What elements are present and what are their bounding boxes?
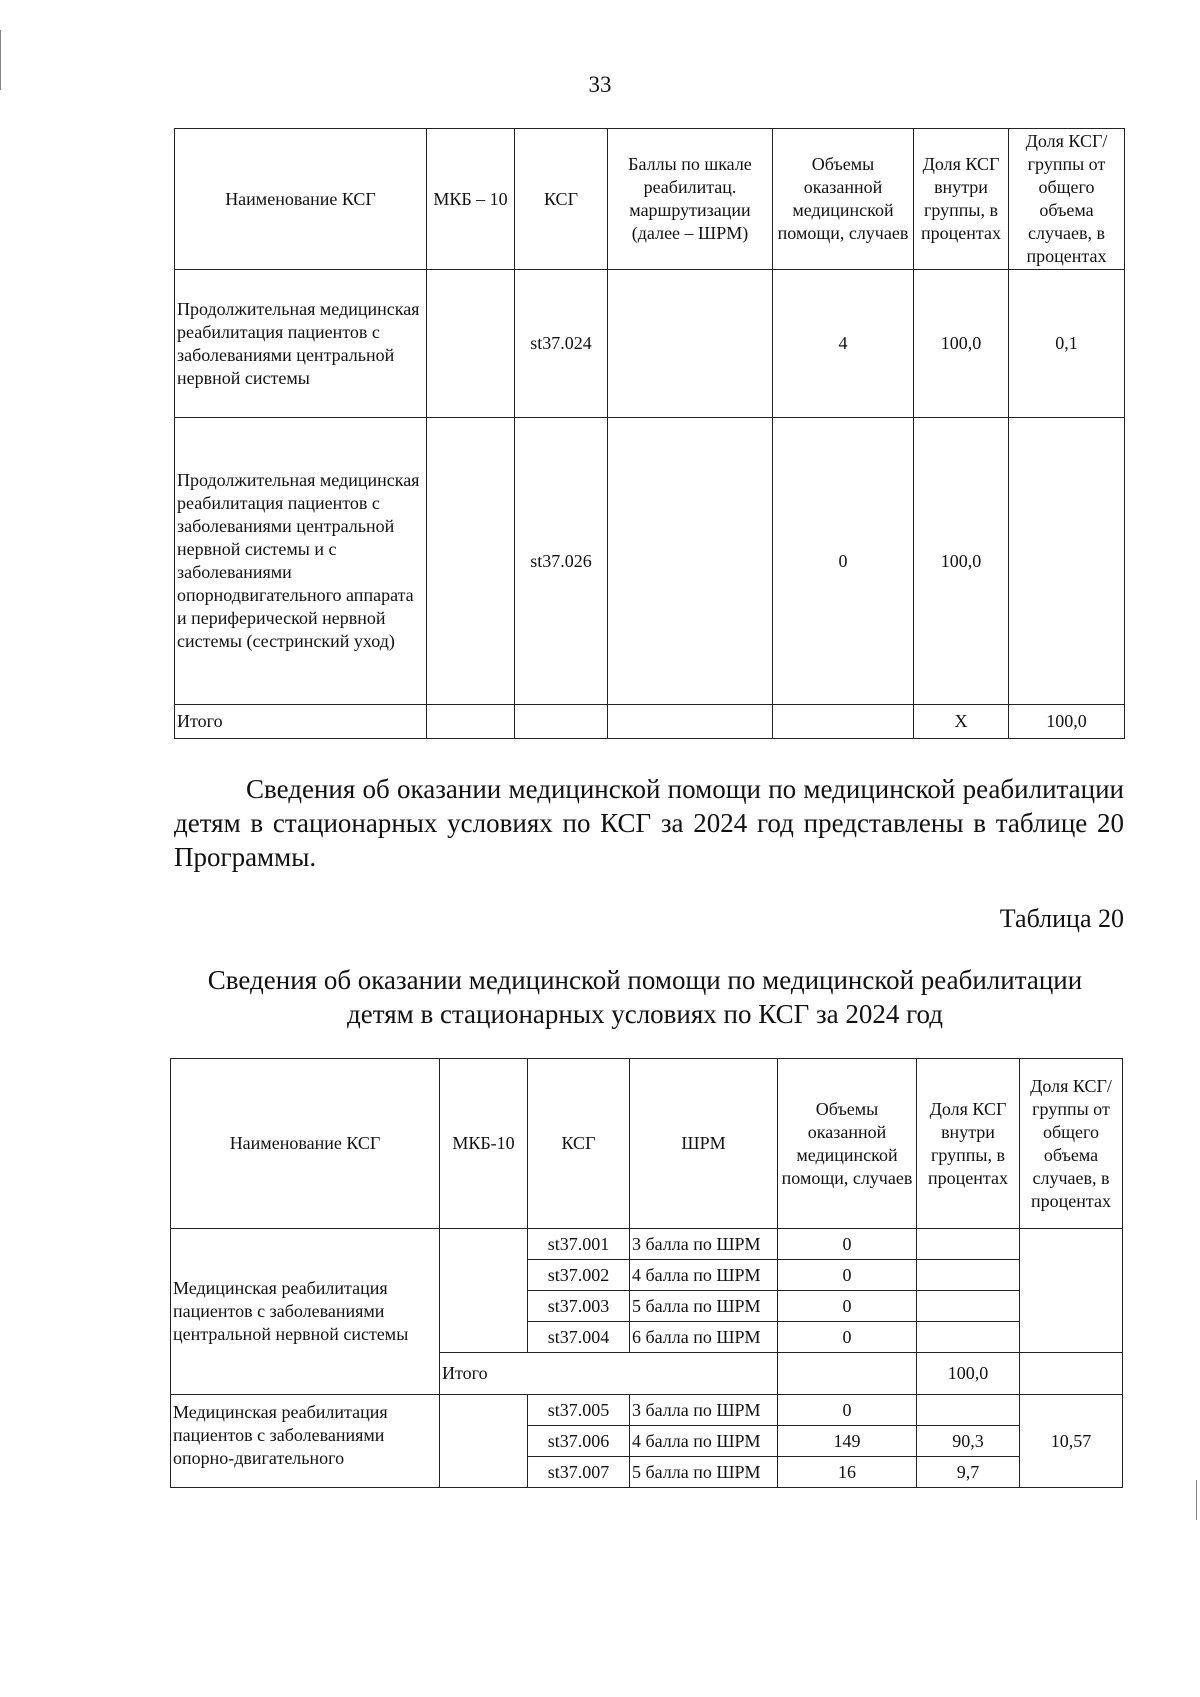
header-share-total: Доля КСГ/группы от общего объема случаев, в процентах: [1009, 129, 1125, 270]
share-total-value: 10,57: [1020, 1395, 1123, 1488]
empty-cell: [608, 705, 773, 739]
shrm-value: [608, 418, 773, 705]
mkb-code: [427, 418, 515, 705]
ksg-name: Продолжительная медицинская реабилитация пациентов с заболеваниями центральной нервной системы: [175, 270, 427, 418]
shrm-value: 6 балла по ШРМ: [630, 1322, 778, 1353]
share-in-group-value: [917, 1229, 1020, 1260]
table-header-row: [175, 129, 1125, 270]
header-mkb: МКБ-10: [440, 1059, 528, 1229]
table-row: [175, 418, 1125, 705]
share-total-value: [1020, 1229, 1123, 1353]
header-ksg-name: Наименование КСГ: [171, 1059, 440, 1229]
share-in-group-value: 90,3: [917, 1426, 1020, 1457]
volume-value: 4: [773, 270, 914, 418]
table-row: [171, 1229, 1123, 1260]
header-share-total: Доля КСГ/группы от общего объема случаев, в процентах: [1020, 1059, 1123, 1229]
empty-cell: [773, 705, 914, 739]
ksg-code: st37.024: [515, 270, 608, 418]
volume-value: 0: [778, 1322, 917, 1353]
table-number-label: Таблица 20: [999, 904, 1124, 933]
header-ksg: КСГ: [528, 1059, 630, 1229]
header-ksg-name: Наименование КСГ: [175, 129, 427, 270]
header-shrm: ШРМ: [630, 1059, 778, 1229]
table-caption-line-1: Сведения об оказании медицинской помощи по медицинской реабилитации: [207, 965, 1083, 995]
volume-value: 0: [778, 1395, 917, 1426]
ksg-code: st37.001: [528, 1229, 630, 1260]
volume-value: 0: [778, 1229, 917, 1260]
table-row: [171, 1395, 1123, 1426]
share-in-group-value: 100,0: [914, 270, 1009, 418]
subtotal-share-in-group: 100,0: [917, 1353, 1020, 1395]
shrm-value: 3 балла по ШРМ: [630, 1229, 778, 1260]
header-mkb: МКБ – 10: [427, 129, 515, 270]
table-header-row: [171, 1059, 1123, 1229]
header-volume: Объемы оказанной медицинской помощи, случаев: [773, 129, 914, 270]
mkb-code: [427, 270, 515, 418]
total-label: Итого: [175, 705, 427, 739]
table-total-row: [175, 705, 1125, 739]
mkb-code: [440, 1229, 528, 1353]
header-shrm: Баллы по шкале реабилитац. маршрутизации (далее – ШРМ): [608, 129, 773, 270]
shrm-value: [608, 270, 773, 418]
volume-value: 0: [778, 1291, 917, 1322]
share-total-value: [1009, 418, 1125, 705]
table-20: [170, 1058, 1123, 1488]
share-in-group-value: [917, 1260, 1020, 1291]
page-number: 33: [588, 72, 612, 97]
scan-edge-mark: [0, 30, 1, 90]
ksg-code: st37.004: [528, 1322, 630, 1353]
shrm-value: 4 балла по ШРМ: [630, 1260, 778, 1291]
share-in-group-value: [917, 1291, 1020, 1322]
mkb-code: [440, 1395, 528, 1488]
ksg-code: st37.005: [528, 1395, 630, 1426]
table-ksg-continuation: [174, 128, 1125, 739]
body-paragraph: Сведения об оказании медицинской помощи по медицинской реабилитации детям в стационарных условиях по КСГ за 2024 год представлены в таблице 20 Программы.: [174, 774, 1124, 872]
shrm-value: 3 балла по ШРМ: [630, 1395, 778, 1426]
empty-cell: [1020, 1353, 1123, 1395]
ksg-name: Продолжительная медицинская реабилитация пациентов с заболеваниями центральной нервной системы и с заболеваниями опорнодвигательного аппарата и периферической нервной системы (сестринский уход): [175, 418, 427, 705]
share-in-group-value: 100,0: [914, 418, 1009, 705]
share-total-value: 0,1: [1009, 270, 1125, 418]
ksg-code: st37.003: [528, 1291, 630, 1322]
volume-value: 149: [778, 1426, 917, 1457]
shrm-value: 5 балла по ШРМ: [630, 1457, 778, 1488]
subtotal-label: Итого: [440, 1353, 778, 1395]
share-in-group-value: [917, 1395, 1020, 1426]
table-row: [175, 270, 1125, 418]
empty-cell: [515, 705, 608, 739]
header-ksg: КСГ: [515, 129, 608, 270]
scan-edge-mark: [1196, 1480, 1197, 1520]
ksg-code: st37.026: [515, 418, 608, 705]
volume-value: 0: [778, 1260, 917, 1291]
total-share-in-group: Х: [914, 705, 1009, 739]
group-name: Медицинская реабилитация пациентов с заболеваниями центральной нервной системы: [171, 1229, 440, 1395]
header-volume: Объемы оказанной медицинской помощи, случаев: [778, 1059, 917, 1229]
ksg-code: st37.002: [528, 1260, 630, 1291]
table-caption-line-2: детям в стационарных условиях по КСГ за 2024 год: [347, 999, 943, 1029]
empty-cell: [427, 705, 515, 739]
shrm-value: 4 балла по ШРМ: [630, 1426, 778, 1457]
share-in-group-value: [917, 1322, 1020, 1353]
table-caption: [150, 963, 1140, 1031]
ksg-code: st37.007: [528, 1457, 630, 1488]
header-share-in-group: Доля КСГ внутри группы, в процентах: [914, 129, 1009, 270]
volume-value: 0: [773, 418, 914, 705]
volume-value: 16: [778, 1457, 917, 1488]
group-name: Медицинская реабилитация пациентов с заболеваниями опорно-двигательного: [171, 1395, 440, 1488]
shrm-value: 5 балла по ШРМ: [630, 1291, 778, 1322]
share-in-group-value: 9,7: [917, 1457, 1020, 1488]
total-share-total: 100,0: [1009, 705, 1125, 739]
empty-cell: [778, 1353, 917, 1395]
ksg-code: st37.006: [528, 1426, 630, 1457]
header-share-in-group: Доля КСГ внутри группы, в процентах: [917, 1059, 1020, 1229]
